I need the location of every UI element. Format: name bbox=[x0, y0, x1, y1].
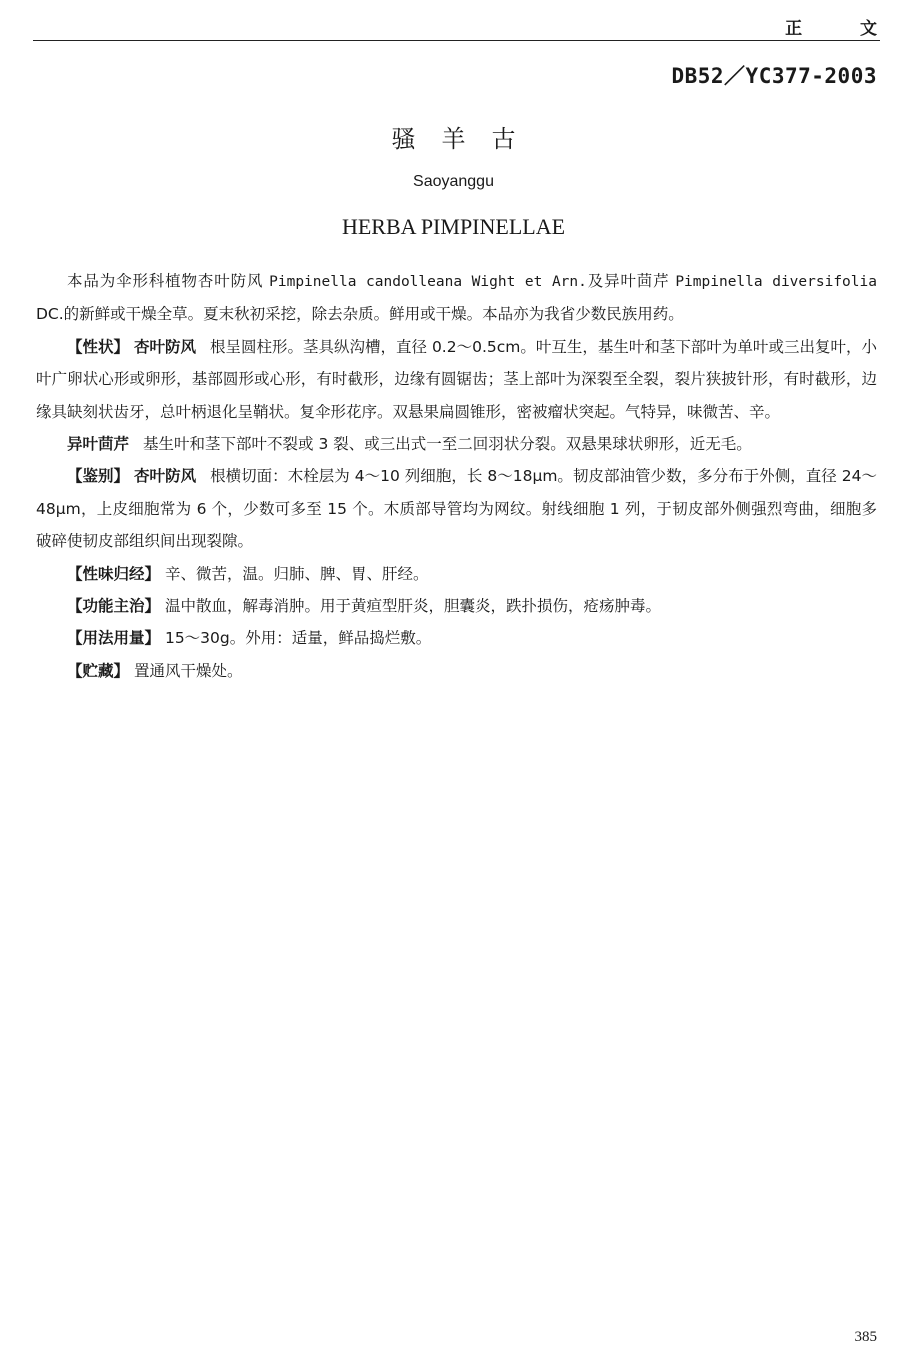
character-sub1: 杏叶防风 bbox=[133, 337, 196, 356]
title-chinese: 骚羊古 bbox=[391, 125, 542, 153]
character-heading: 【性状】 bbox=[67, 337, 130, 356]
page-number: 385 bbox=[854, 1329, 877, 1345]
storage-heading: 【贮藏】 bbox=[67, 661, 130, 680]
title-latin: HERBA PIMPINELLAE bbox=[341, 214, 566, 239]
identification-heading: 【鉴别】 bbox=[67, 467, 130, 486]
nature-heading: 【性味归经】 bbox=[67, 564, 161, 583]
function-paragraph bbox=[36, 590, 877, 622]
title-pinyin: Saoyanggu bbox=[413, 173, 494, 190]
identification-paragraph bbox=[36, 460, 877, 557]
character-text2: 基生叶和茎下部叶不裂或 3 裂、或三出式一至二回羽状分裂。双悬果球状卵形，近无毛。 bbox=[143, 435, 752, 454]
nature-text: 辛、微苦，温。归肺、脾、胃、肝经。 bbox=[164, 564, 429, 583]
function-heading: 【功能主治】 bbox=[67, 597, 161, 616]
identification-text: 根横切面：木栓层为 4～10 列细胞，长 8～18μm。韧皮部油管少数，多分布于外侧，直径 24～48μm，上皮细胞常为 6 个，少数可多至 15 个。木质部导管均为网纹。射线细胞 1 列，于韧皮部外侧强烈弯曲，细胞多破碎使韧皮部组织间出现裂隙。 bbox=[36, 467, 877, 551]
function-text: 温中散血，解毒消肿。用于黄疸型肝炎，胆囊炎，跌扑损伤，疮疡肿毒。 bbox=[164, 597, 661, 616]
character-sub2: 异叶茴芹 bbox=[67, 435, 130, 454]
character-paragraph bbox=[36, 331, 877, 428]
dosage-heading: 【用法用量】 bbox=[67, 629, 161, 648]
intro-text-b: 及异叶茴芹 bbox=[586, 272, 676, 290]
standard-code: DB52／YC377-2003 bbox=[671, 64, 877, 88]
storage-text: 置通风干燥处。 bbox=[133, 661, 243, 680]
dosage-paragraph bbox=[36, 622, 877, 654]
storage-paragraph bbox=[36, 655, 877, 687]
intro-text-c: DC.的新鲜或干燥全草。夏末秋初采挖，除去杂质。鲜用或干燥。本品亦为我省少数民族用药。 bbox=[36, 305, 684, 324]
identification-sub: 杏叶防风 bbox=[134, 467, 197, 486]
intro-text-a: 本品为伞形科植物杏叶防风 bbox=[67, 272, 270, 290]
character-text1: 根呈圆柱形。茎具纵沟槽，直径 0.2～0.5cm。叶互生，基生叶和茎下部叶为单叶或三出复叶，小叶广卵状心形或卵形，基部圆形或心形，有时截形，边缘有圆锯齿；茎上部叶为深裂至全裂，裂片狭披针形，有时截形，边缘具缺刻状齿牙，总叶柄退化呈鞘状。复伞形花序。双悬果扁圆锥形，密被瘤状突起。气特异，味微苦、辛。 bbox=[36, 337, 877, 421]
intro-paragraph bbox=[36, 265, 877, 331]
intro-latin-b: Pimpinella diversifolia bbox=[675, 274, 877, 290]
header-rule bbox=[33, 40, 880, 41]
monograph-body bbox=[36, 265, 877, 687]
intro-latin-a: Pimpinella candolleana Wight et Arn. bbox=[269, 274, 587, 290]
character-paragraph-2 bbox=[36, 428, 877, 460]
dosage-text: 15～30g。外用：适量，鲜品捣烂敷。 bbox=[164, 629, 432, 648]
nature-paragraph bbox=[36, 558, 877, 590]
section-label: 正 文 bbox=[785, 19, 903, 39]
